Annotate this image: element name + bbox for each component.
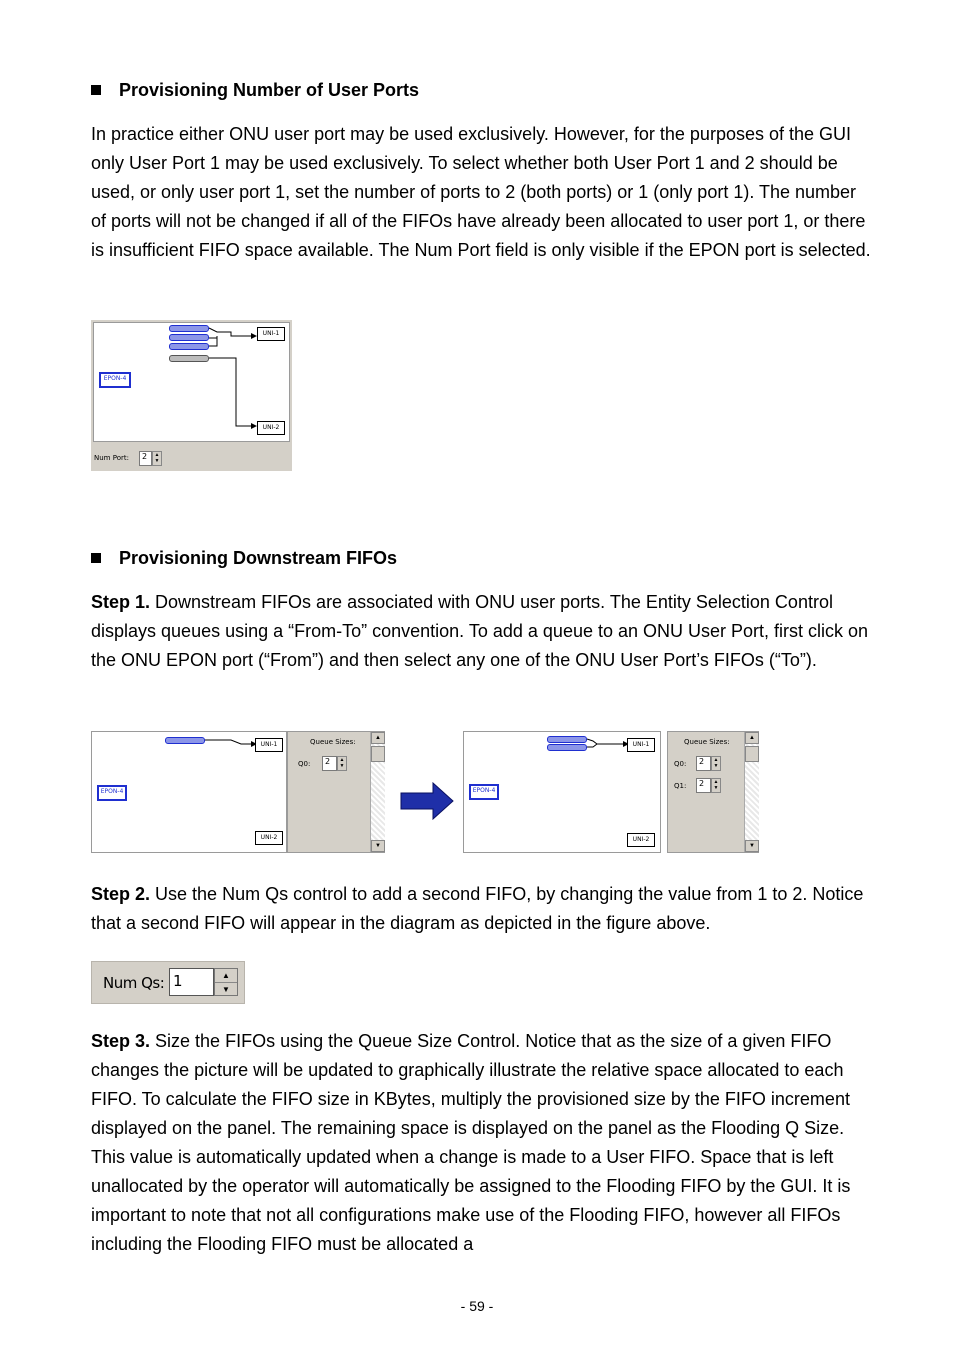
- num-qs-label: Num Qs:: [103, 974, 165, 992]
- scroll-down-icon[interactable]: ▼: [371, 840, 385, 852]
- epon-node[interactable]: EPON-4: [97, 785, 127, 801]
- num-qs-input[interactable]: 1: [169, 968, 214, 996]
- scroll-down-icon[interactable]: ▼: [745, 840, 759, 852]
- section-heading-user-ports: Provisioning Number of User Ports: [91, 79, 419, 101]
- q0-size-input[interactable]: 2: [322, 756, 337, 771]
- spin-down-icon[interactable]: ▼: [154, 458, 160, 464]
- spin-up-icon[interactable]: ▲: [215, 969, 237, 983]
- bullet-icon: [91, 85, 101, 95]
- scrollbar[interactable]: [744, 732, 759, 852]
- paragraph-step3: Step 3. Size the FIFOs using the Queue Size Control. Notice that as the size of a given FIFO changes the picture will be updated to graphically illustrate the relative space allocated to each FIFO. To calculate the FIFO size in KBytes, multiply the provisioned size by the FIFO increment displayed on the panel. The remaining space is displayed on the panel as the Flooding Q Size. This value is automatically updated when a change is made to a User FIFO. Space that is left unallocated by the operator will automatically be assigned to the Flooding FIFO by the GUI. It is important to note that not all configurations make use of the Flooding FIFO, however all FIFOs including the Flooding FIFO must be allocated a: [91, 1031, 851, 1254]
- spin-down-icon[interactable]: ▼: [339, 763, 345, 769]
- num-port-label: Num Port:: [94, 454, 129, 462]
- q0-label: Q0:: [298, 760, 311, 768]
- page-number: - 59 -: [460, 1298, 494, 1314]
- scroll-up-icon[interactable]: ▲: [745, 732, 759, 744]
- figure-before: [91, 731, 385, 853]
- spin-up-icon[interactable]: ▲: [713, 757, 719, 763]
- spin-up-icon[interactable]: ▲: [713, 779, 719, 785]
- fifo-q0[interactable]: [165, 737, 205, 744]
- fifo-q0[interactable]: [169, 325, 209, 332]
- q1-label: Q1:: [674, 782, 687, 790]
- paragraph-step2: Step 2. Use the Num Qs control to add a second FIFO, by changing the value from 1 to 2. Notice that a second FIFO will appear in the diagram as depicted in the figure above.: [91, 884, 864, 933]
- figure-after: [463, 731, 759, 853]
- fifo-q1[interactable]: [547, 744, 587, 751]
- queue-sizes-label: Queue Sizes:: [310, 738, 356, 746]
- paragraph-user-ports: In practice either ONU user port may be used exclusively. However, for the purposes of the GUI only User Port 1 may be used exclusively. To select whether both User Port 1 and 2 should be used, or only user port 1, set the number of ports to 2 (both ports) or 1 (only port 1). The number of ports will not be changed if all of the FIFOs have already been allocated to user port 1, or there is insufficient FIFO space available. The Num Port field is only visible if the EPON port is selected.: [91, 124, 871, 260]
- q0-label: Q0:: [674, 760, 687, 768]
- uni1-node[interactable]: UNI-1: [257, 327, 285, 341]
- uni1-node[interactable]: UNI-1: [627, 738, 655, 752]
- num-qs-control: [91, 961, 245, 1004]
- q0-spinner[interactable]: [337, 756, 347, 771]
- epon-node[interactable]: EPON-4: [99, 372, 131, 388]
- spin-up-icon[interactable]: ▲: [339, 757, 345, 763]
- section-heading-downstream-fifos: Provisioning Downstream FIFOs: [91, 547, 397, 569]
- scrollbar[interactable]: [370, 732, 385, 852]
- paragraph-step1: Step 1. Downstream FIFOs are associated with ONU user ports. The Entity Selection Control displays queues using a “From-To” convention. To add a queue to an ONU User Port, first click on the ONU EPON port (“From”) and then select any one of the ONU User Port’s FIFOs (“To”).: [91, 592, 869, 670]
- spin-down-icon[interactable]: ▼: [713, 763, 719, 769]
- uni1-node[interactable]: UNI-1: [255, 738, 283, 752]
- fifo-q1[interactable]: [169, 334, 209, 341]
- fifo-q0[interactable]: [547, 736, 587, 743]
- uni2-node[interactable]: UNI-2: [257, 421, 285, 435]
- queue-sizes-panel-after: [667, 731, 759, 853]
- uni2-node[interactable]: UNI-2: [627, 833, 655, 847]
- queue-sizes-panel-before: [287, 731, 385, 853]
- q1-spinner[interactable]: [711, 778, 721, 793]
- q0-spinner[interactable]: [711, 756, 721, 771]
- figure-num-port: [91, 320, 292, 471]
- num-port-spinner[interactable]: [152, 451, 162, 466]
- spin-down-icon[interactable]: ▼: [222, 985, 230, 994]
- scroll-thumb[interactable]: [745, 746, 759, 762]
- num-qs-spinner[interactable]: [214, 968, 238, 996]
- q1-size-input[interactable]: 2: [696, 778, 711, 793]
- scroll-thumb[interactable]: [371, 746, 385, 762]
- num-port-input[interactable]: 2: [139, 451, 152, 466]
- queue-sizes-label: Queue Sizes:: [684, 738, 730, 746]
- epon-node[interactable]: EPON-4: [469, 784, 499, 800]
- uni2-node[interactable]: UNI-2: [255, 831, 283, 845]
- right-arrow-icon: [399, 782, 455, 820]
- fifo-q3[interactable]: [169, 355, 209, 362]
- spin-up-icon[interactable]: ▲: [154, 452, 160, 458]
- bullet-icon: [91, 553, 101, 563]
- scroll-up-icon[interactable]: ▲: [371, 732, 385, 744]
- fifo-q2[interactable]: [169, 343, 209, 350]
- spin-down-icon[interactable]: ▼: [713, 785, 719, 791]
- q0-size-input[interactable]: 2: [696, 756, 711, 771]
